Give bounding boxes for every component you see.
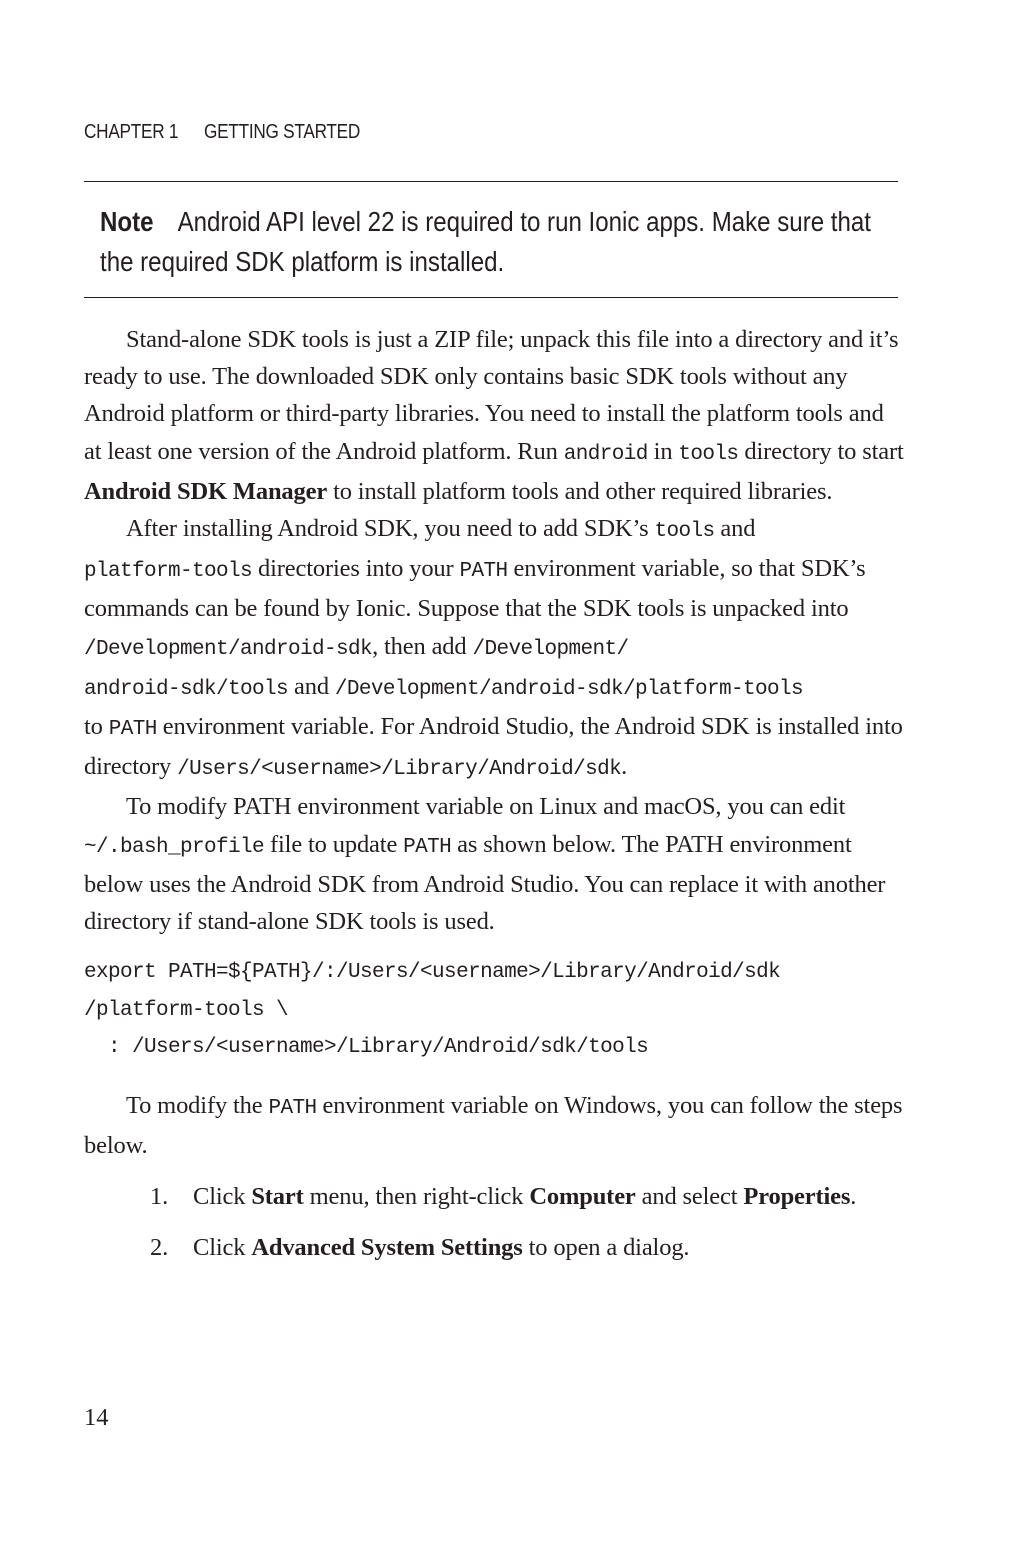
note-text: Android API level 22 is required to run Ionic apps. Make sure that the required SDK platform is installed. — [100, 206, 871, 277]
text-run: and — [714, 515, 756, 543]
inline-code: android — [563, 442, 648, 466]
bold-term: Start — [251, 1183, 304, 1211]
text-run: After installing Android SDK, you need to add SDK’s — [126, 515, 655, 543]
text-run: , then add — [372, 632, 473, 660]
text-run: and — [288, 672, 335, 700]
inline-code: ~/.bash_profile — [84, 835, 265, 859]
inline-code: /Users/<username>/Library/Android/sdk — [177, 758, 622, 782]
body-text — [84, 321, 904, 1281]
text-run: Stand-alone SDK tools is just a ZIP file; unpack this file into a directory and it’s ready to use. The downloaded SDK only contains basic SDK tools without any Android platform or third-party libraries. You need to install the platform tools and at least one version of the Android platform. Run — [84, 326, 899, 465]
code-line: export PATH=${PATH}/:/Users/<username>/Library/Android/sdk — [84, 961, 781, 985]
text-run: To modify the — [126, 1091, 269, 1119]
page-number: 14 — [84, 1404, 109, 1431]
chapter-label: CHAPTER 1 — [84, 121, 179, 143]
text-run: environment variable. For Android Studio, the Android SDK is installed into directory — [84, 713, 903, 781]
note-label: Note — [100, 206, 154, 237]
step-number: 1. — [150, 1183, 169, 1211]
chapter-title: GETTING STARTED — [204, 121, 361, 143]
text-run: To modify PATH environment variable on Linux and macOS, you can edit — [126, 793, 846, 821]
bold-term: Computer — [529, 1183, 636, 1211]
text-run: . — [850, 1183, 857, 1211]
inline-code: PATH — [268, 1096, 317, 1120]
inline-code: /Development/android-sdk — [84, 637, 373, 661]
steps-list — [84, 1178, 904, 1266]
inline-code: PATH — [459, 560, 508, 584]
paragraph-linux-macos — [84, 788, 904, 940]
bold-term: Android SDK Manager — [84, 477, 328, 505]
text-run: directory to start — [738, 437, 904, 465]
inline-code: platform-tools — [84, 560, 253, 584]
paragraph-path-setup — [84, 510, 904, 788]
list-item — [84, 1229, 904, 1266]
inline-code: tools — [654, 520, 715, 544]
inline-code: /Development/ — [472, 637, 629, 661]
text-run: to install platform tools and other required libraries. — [327, 477, 833, 505]
text-run: to open a dialog. — [522, 1234, 690, 1262]
text-run: . — [621, 753, 628, 781]
inline-code: android-sdk/tools — [84, 677, 289, 701]
code-block — [84, 954, 904, 1067]
text-run: in — [647, 437, 679, 465]
text-run: file to update — [264, 830, 404, 858]
inline-code: PATH — [403, 835, 452, 859]
text-run: Click — [193, 1183, 252, 1211]
text-run: as shown below. The PATH environment below uses the Android SDK from Android Studio. You can replace it with another directory if stand-alone SDK tools is used. — [84, 830, 886, 936]
paragraph-sdk-tools — [84, 321, 904, 510]
text-run: environment variable, so that SDK’s commands can be found by Ionic. Suppose that the SDK tools is unpacked into — [84, 555, 866, 623]
note-box — [84, 181, 898, 298]
running-head — [84, 121, 360, 144]
code-line: : /Users/<username>/Library/Android/sdk/tools — [84, 1036, 649, 1060]
inline-code: tools — [678, 442, 739, 466]
note-text-block — [100, 202, 874, 282]
text-run: to — [84, 713, 109, 741]
bold-term: Properties — [743, 1183, 851, 1211]
bold-term: Advanced System Settings — [251, 1234, 523, 1262]
paragraph-windows — [84, 1087, 904, 1164]
text-run: menu, then right-click — [303, 1183, 530, 1211]
text-run: and select — [635, 1183, 744, 1211]
inline-code: /Development/android-sdk/platform-tools — [334, 677, 804, 701]
text-run: directories into your — [252, 555, 460, 583]
text-run: Click — [193, 1234, 252, 1262]
list-item — [84, 1178, 904, 1215]
code-line: /platform-tools \ — [84, 998, 289, 1022]
step-number: 2. — [150, 1234, 169, 1262]
inline-code: PATH — [108, 718, 157, 742]
text-run: environment variable on Windows, you can follow the steps below. — [84, 1091, 903, 1159]
